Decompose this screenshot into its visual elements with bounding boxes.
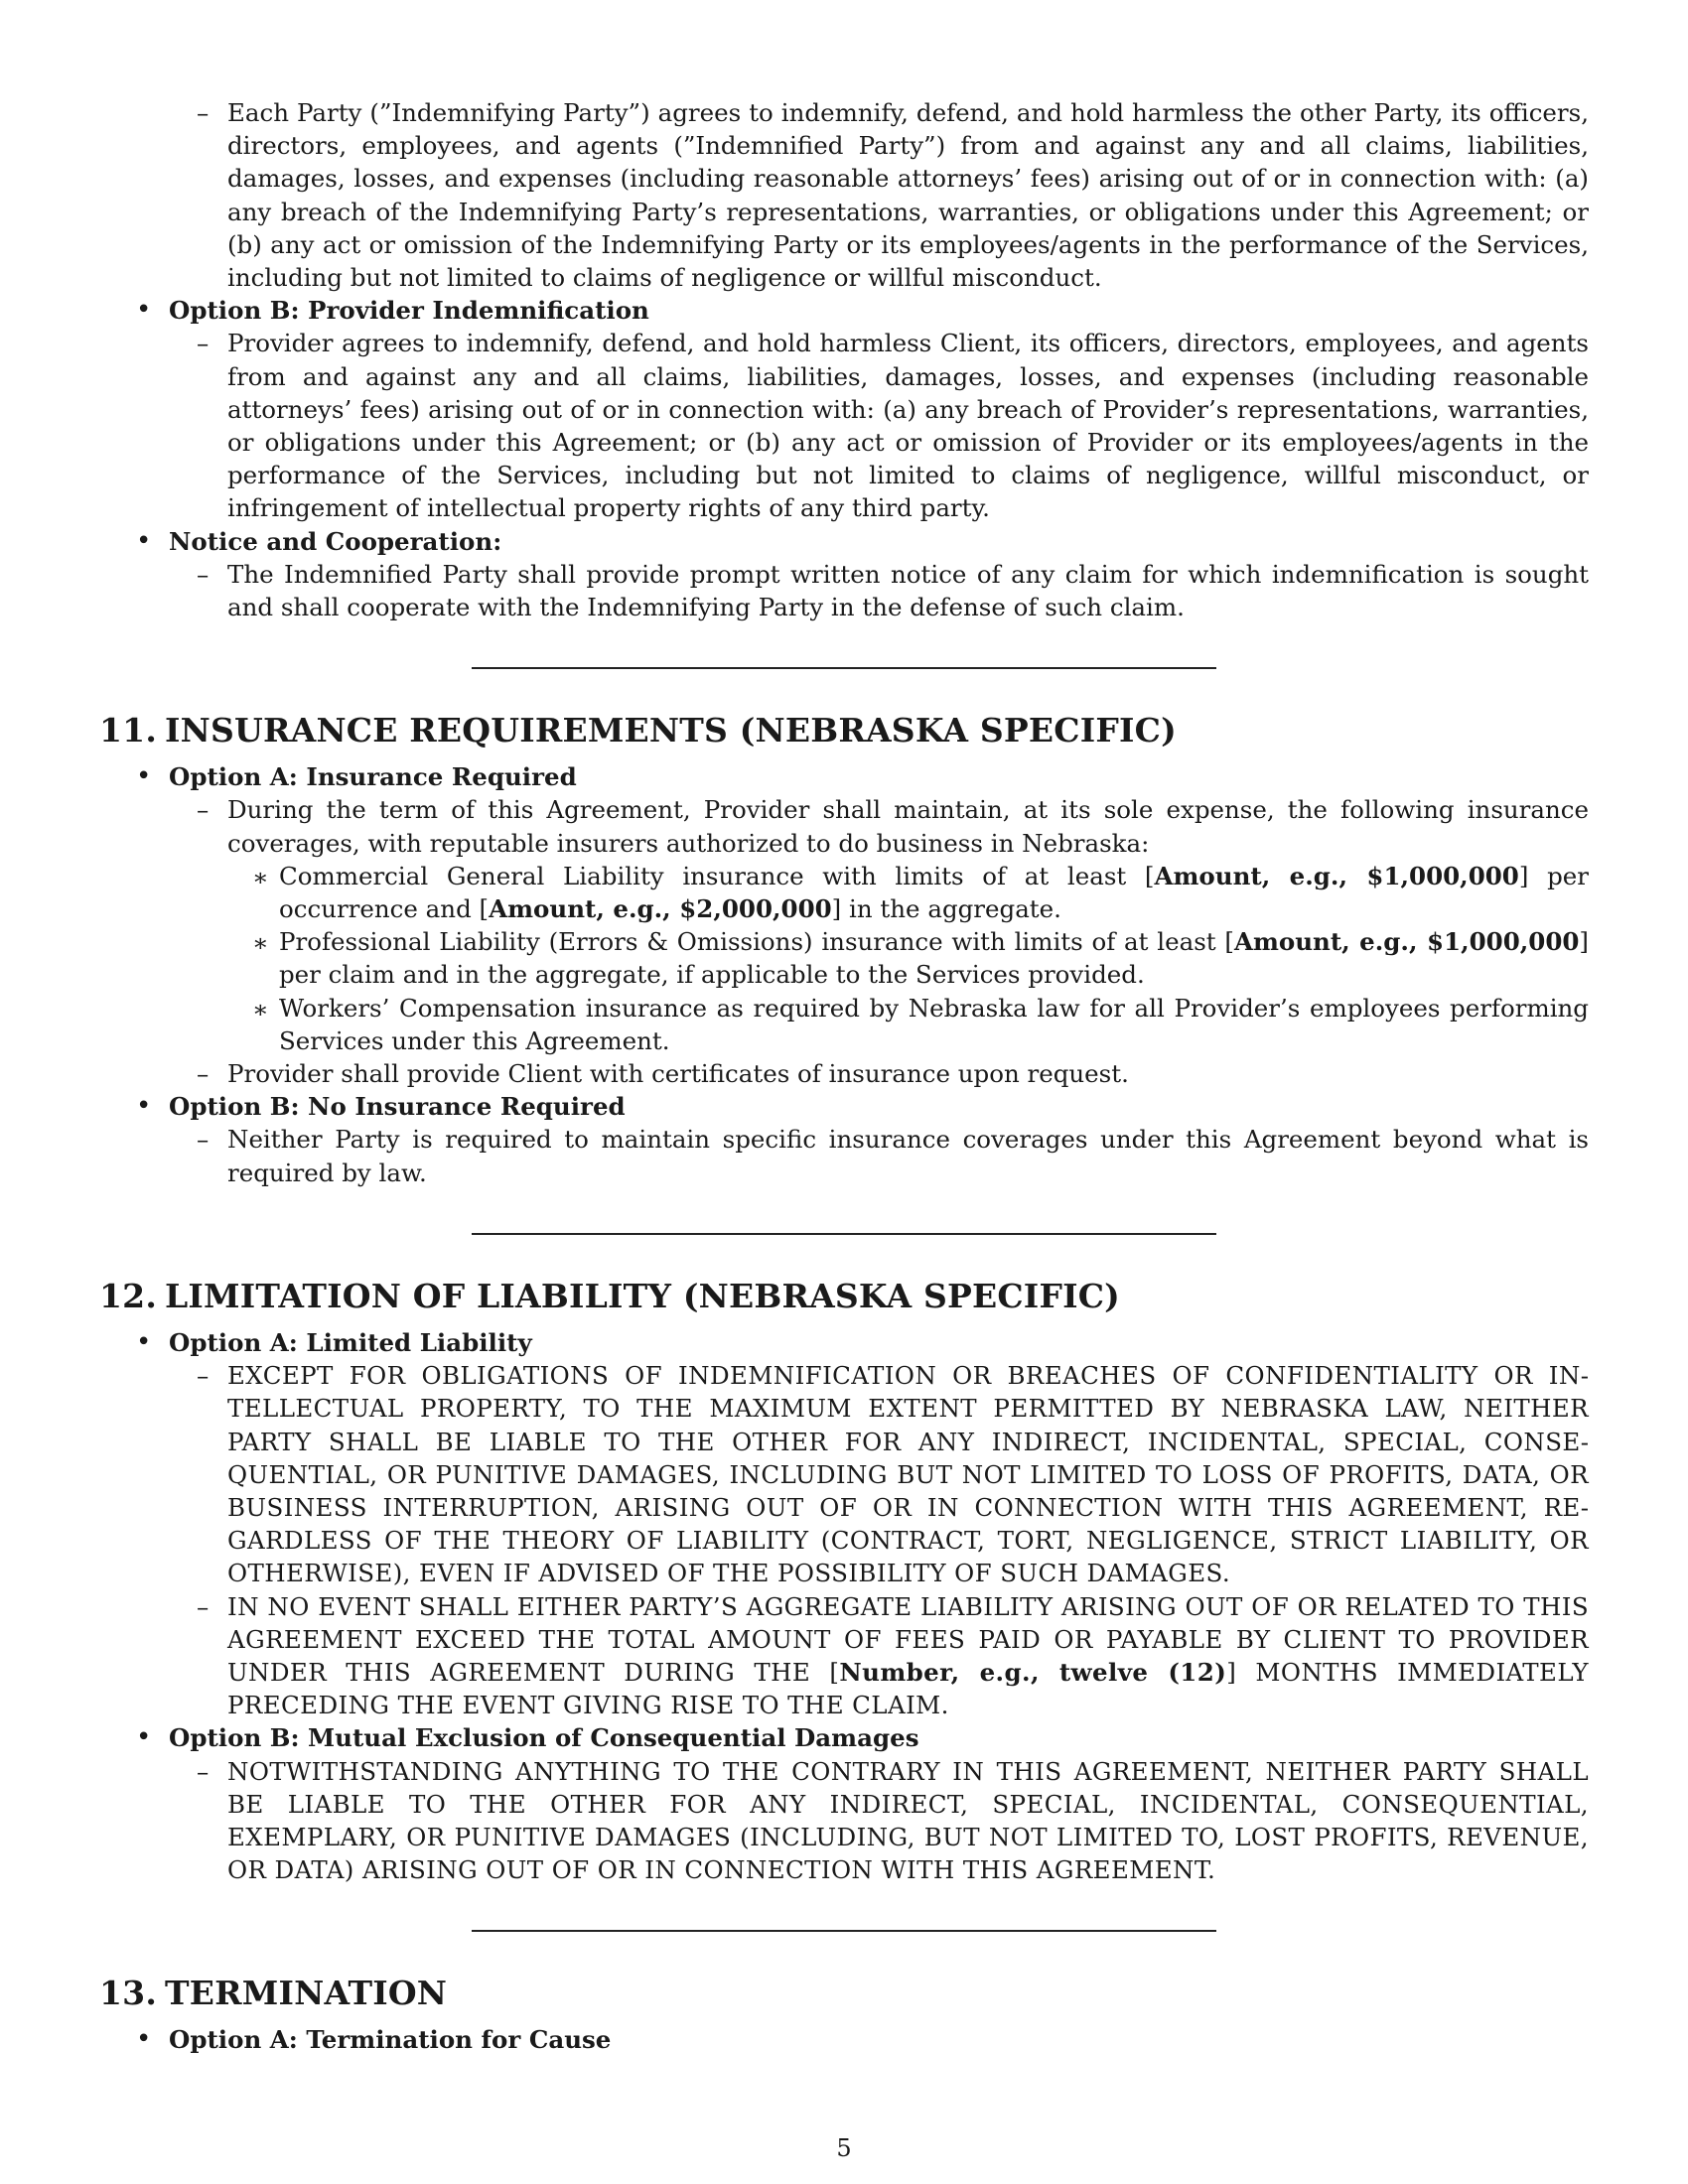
list-item bbox=[99, 96, 1589, 294]
cgl-insurance-text bbox=[279, 862, 1589, 923]
bullet-marker: • bbox=[136, 295, 152, 326]
list-item bbox=[99, 1359, 1589, 1589]
text-fragment: IN NO EVENT SHALL EITHER PARTY’S AGGREGATE LIABILITY ARISING OUT OF OR RELATED TO THIS AGREEMENT EXCEED THE TOTAL AMOUNT OF FEES PAID OR PAYABLE BY CLIENT TO PROVIDER UNDER THIS AGREEMENT DURING THE [ bbox=[227, 1591, 1589, 1687]
list-item bbox=[99, 1123, 1589, 1188]
section-title-text: INSURANCE REQUIREMENTS (NEBRASKA SPECIFIC) bbox=[165, 711, 1177, 751]
text-fragment: Professional Liability (Errors & Omissions) insurance with limits of at least [ bbox=[279, 927, 1234, 957]
bullet-marker: • bbox=[136, 1722, 152, 1753]
professional-liability-text bbox=[279, 927, 1589, 989]
number-placeholder: Number, e.g., twelve (12) bbox=[839, 1657, 1227, 1687]
mutual-indemnification-text: Each Party (”Indemnifying Party”) agrees to indemnify, defend, and hold harmless the other Party, its officers, directors, employees, and agents (”Indemnified Party”) from and against any and all claims, liabilities, damages, losses, and expenses (including reasonable attorneys’ fees) arising out of or in connection with: (a) any breach of the Indemnifying Party’s representations, warranties, or obligations under this Agreement; or (b) any act or omission of the Indemnifying Party or its employees/agents in the performance of the Services, including but not limited to claims of negligence or willful misconduct. bbox=[227, 98, 1589, 293]
text-fragment: Commercial General Liability insurance with limits of at least [ bbox=[279, 861, 1155, 890]
amount-placeholder: Amount, e.g., $2,000,000 bbox=[489, 894, 832, 924]
list-item bbox=[99, 925, 1589, 991]
bullet-marker: • bbox=[136, 1091, 152, 1122]
list-item bbox=[99, 992, 1589, 1057]
option-b-provider-indemnification-heading: Option B: Provider Indemnification bbox=[169, 296, 649, 326]
list-item bbox=[99, 1057, 1589, 1090]
bullet-marker: • bbox=[136, 2024, 152, 2055]
section-divider bbox=[472, 667, 1216, 669]
list-item bbox=[99, 1721, 1589, 1754]
page-number: 5 bbox=[836, 2134, 852, 2162]
section-number: 11. bbox=[99, 711, 158, 751]
dash-marker: – bbox=[197, 1125, 210, 1155]
list-item bbox=[99, 860, 1589, 925]
list-item bbox=[99, 1755, 1589, 1887]
exclusion-text: EXCEPT FOR OBLIGATIONS OF INDEMNIFICATION OR BREACHES OF CONFIDENTIALITY OR INTELLECTUAL PROPERTY, TO THE MAXIMUM EXTENT PERMITTED BY NEBRASKA LAW, NEITHER PARTY SHALL BE LIABLE TO THE OTHER FOR ANY INDIRECT, INCIDENTAL, SPECIAL, CONSEQUENTIAL, OR PUNITIVE DAMAGES, INCLUDING BUT NOT LIMITED TO LOSS OF PROFITS, DATA, OR BUSINESS INTERRUPTION, ARISING OUT OF OR IN CONNECTION WITH THIS AGREEMENT, REGARDLESS OF THE THEORY OF LIABILITY (CONTRACT, TORT, NEGLIGENCE, STRICT LIABILITY, OR OTHERWISE), EVEN IF ADVISED OF THE POSSIBILITY OF SUCH DAMAGES. bbox=[227, 1361, 1589, 1588]
notice-cooperation-text: The Indemnified Party shall provide prompt written notice of any claim for which indemnification is sought and shall cooperate with the Indemnifying Party in the defense of such claim. bbox=[227, 559, 1589, 622]
insurance-intro-text: During the term of this Agreement, Provider shall maintain, at its sole expense, the following insurance coverages, with reputable insurers authorized to do business in Nebraska: bbox=[227, 795, 1589, 858]
list-item bbox=[99, 294, 1589, 327]
list-item bbox=[99, 760, 1589, 793]
dash-marker: – bbox=[197, 1059, 210, 1089]
section-11-heading bbox=[99, 711, 1589, 751]
list-item bbox=[99, 793, 1589, 859]
bullet-marker: • bbox=[136, 761, 152, 792]
dash-marker: – bbox=[197, 1591, 210, 1621]
option-a-insurance-required-heading: Option A: Insurance Required bbox=[169, 762, 577, 792]
section-title-text: TERMINATION bbox=[165, 1974, 448, 2013]
section-12-heading bbox=[99, 1277, 1589, 1316]
provider-indemnification-text: Provider agrees to indemnify, defend, and hold harmless Client, its officers, directors, employees, and agents from and against any and all claims, liabilities, damages, losses, and expenses (including reasonable attorneys’ fees) arising out of or in connection with: (a) any breach of Provider’s representations, warranties, or obligations under this Agreement; or (b) any act or omission of Provider or its employees/agents in the performance of the Services, including but not limited to claims of negligence, willful misconduct, or infringement of intellectual property rights of any third party. bbox=[227, 329, 1589, 523]
list-item bbox=[99, 327, 1589, 524]
dash-marker: – bbox=[197, 1361, 210, 1391]
list-item bbox=[99, 558, 1589, 623]
list-item bbox=[99, 2023, 1589, 2056]
section-13-heading bbox=[99, 1974, 1589, 2013]
section-title-text: LIMITATION OF LIABILITY (NEBRASKA SPECIFIC) bbox=[165, 1276, 1120, 1315]
section-divider bbox=[472, 1233, 1216, 1235]
option-b-consequential-damages-heading: Option B: Mutual Exclusion of Consequential Damages bbox=[169, 1723, 919, 1753]
text-fragment: ] MONTHS IMMEDIATELY PRECEDING THE EVENT GIVING RISE TO THE CLAIM. bbox=[227, 1657, 1589, 1720]
list-item bbox=[99, 525, 1589, 558]
certificates-text: Provider shall provide Client with certificates of insurance upon request. bbox=[227, 1059, 1129, 1089]
option-b-no-insurance-heading: Option B: No Insurance Required bbox=[169, 1092, 626, 1122]
list-item bbox=[99, 1326, 1589, 1359]
bullet-marker: • bbox=[136, 1326, 152, 1357]
list-item bbox=[99, 1090, 1589, 1123]
section-number: 12. bbox=[99, 1276, 158, 1315]
star-marker: ∗ bbox=[252, 928, 269, 958]
amount-placeholder: Amount, e.g., $1,000,000 bbox=[1233, 927, 1580, 957]
liability-cap-text bbox=[227, 1592, 1589, 1720]
text-fragment: ] in the aggregate. bbox=[831, 894, 1061, 924]
document-body bbox=[99, 96, 1589, 2057]
bullet-marker: • bbox=[136, 525, 152, 556]
list-item bbox=[99, 1590, 1589, 1722]
option-a-limited-liability-heading: Option A: Limited Liability bbox=[169, 1327, 532, 1357]
workers-comp-text: Workers’ Compensation insurance as required by Nebraska law for all Provider’s employees performing Services under this Agreement. bbox=[279, 993, 1589, 1055]
notice-cooperation-heading: Notice and Cooperation: bbox=[169, 526, 502, 556]
no-insurance-text: Neither Party is required to maintain specific insurance coverages under this Agreement beyond what is required by law. bbox=[227, 1125, 1589, 1187]
dash-marker: – bbox=[197, 329, 210, 358]
option-a-termination-for-cause-heading: Option A: Termination for Cause bbox=[169, 2025, 612, 2055]
section-divider bbox=[472, 1930, 1216, 1932]
text-fragment: ] per claim and in the aggregate, if applicable to the Services provided. bbox=[279, 927, 1589, 990]
amount-placeholder: Amount, e.g., $1,000,000 bbox=[1154, 861, 1519, 890]
section-number: 13. bbox=[99, 1974, 158, 2013]
dash-marker: – bbox=[197, 795, 210, 825]
dash-marker: – bbox=[197, 559, 210, 589]
star-marker: ∗ bbox=[252, 994, 269, 1024]
text-fragment: ] per occurrence and [ bbox=[279, 861, 1589, 924]
consequential-damages-text: NOTWITHSTANDING ANYTHING TO THE CONTRARY IN THIS AGREEMENT, NEITHER PARTY SHALL BE LIABLE TO THE OTHER FOR ANY INDIRECT, SPECIAL, INCIDENTAL, CONSEQUENTIAL, EXEMPLARY, OR PUNITIVE DAMAGES (INCLUDING, BUT NOT LIMITED TO, LOST PROFITS, REVENUE, OR DATA) ARISING OUT OF OR IN CONNECTION WITH THIS AGREEMENT. bbox=[227, 1756, 1589, 1885]
dash-marker: – bbox=[197, 98, 210, 127]
dash-marker: – bbox=[197, 1756, 210, 1786]
star-marker: ∗ bbox=[252, 862, 269, 891]
